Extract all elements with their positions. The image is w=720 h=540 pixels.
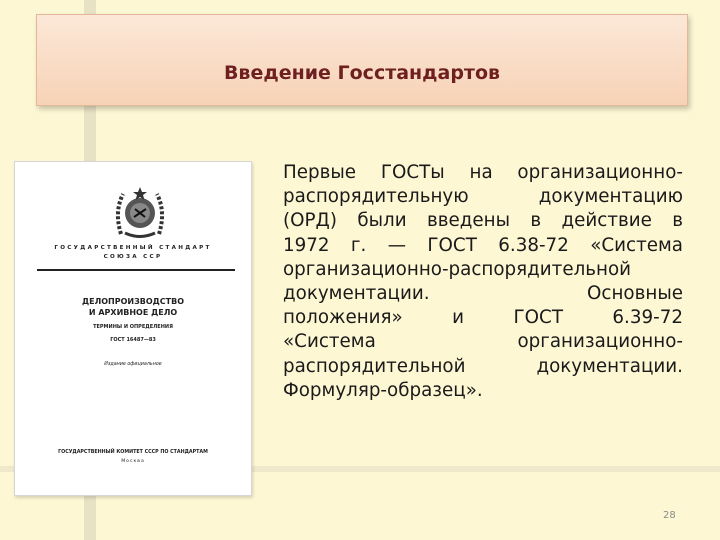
doc-edition: Издание официальное: [104, 362, 162, 367]
body-line: Первые ГОСТы на организационно-: [283, 162, 683, 183]
doc-title-line2: И АРХИВНОЕ ДЕЛО: [88, 308, 178, 317]
body-line: организационно-распорядительной: [283, 258, 632, 280]
body-line: «Система организационно-: [283, 331, 683, 353]
doc-city: Москва: [121, 459, 145, 464]
page-number: 28: [663, 510, 676, 521]
doc-subtitle: ТЕРМИНЫ И ОПРЕДЕЛЕНИЯ: [93, 324, 173, 330]
body-line: 1972 г. — ГОСТ 6.38-72 «Система: [283, 234, 683, 256]
body-line: распорядительной документации.: [283, 355, 683, 377]
doc-publisher: ГОСУДАРСТВЕННЫЙ КОМИТЕТ СССР ПО СТАНДАРТАМ: [58, 450, 208, 455]
body-paragraph: [283, 161, 683, 403]
slide-title: Введение Госстандартов: [223, 62, 501, 84]
title-banner: [36, 14, 688, 106]
doc-header-line1: ГОСУДАРСТВЕННЫЙ СТАНДАРТ: [54, 245, 212, 251]
body-line: документации. Основные: [283, 283, 683, 305]
body-line: Формуляр-образец».: [283, 379, 483, 401]
gost-cover-image: [14, 161, 252, 496]
doc-standard-code: ГОСТ 16487—83: [110, 337, 156, 343]
ussr-emblem-icon: [113, 184, 167, 240]
body-line: (ОРД) были введены в действие в: [283, 210, 683, 232]
doc-header-line2: СОЮЗА ССР: [103, 254, 163, 260]
body-line: распорядительную документацию: [283, 186, 683, 208]
body-line: положения» и ГОСТ 6.39-72: [283, 307, 683, 329]
doc-divider: [37, 269, 235, 271]
doc-title-line1: ДЕЛОПРОИЗВОДСТВО: [81, 297, 185, 306]
